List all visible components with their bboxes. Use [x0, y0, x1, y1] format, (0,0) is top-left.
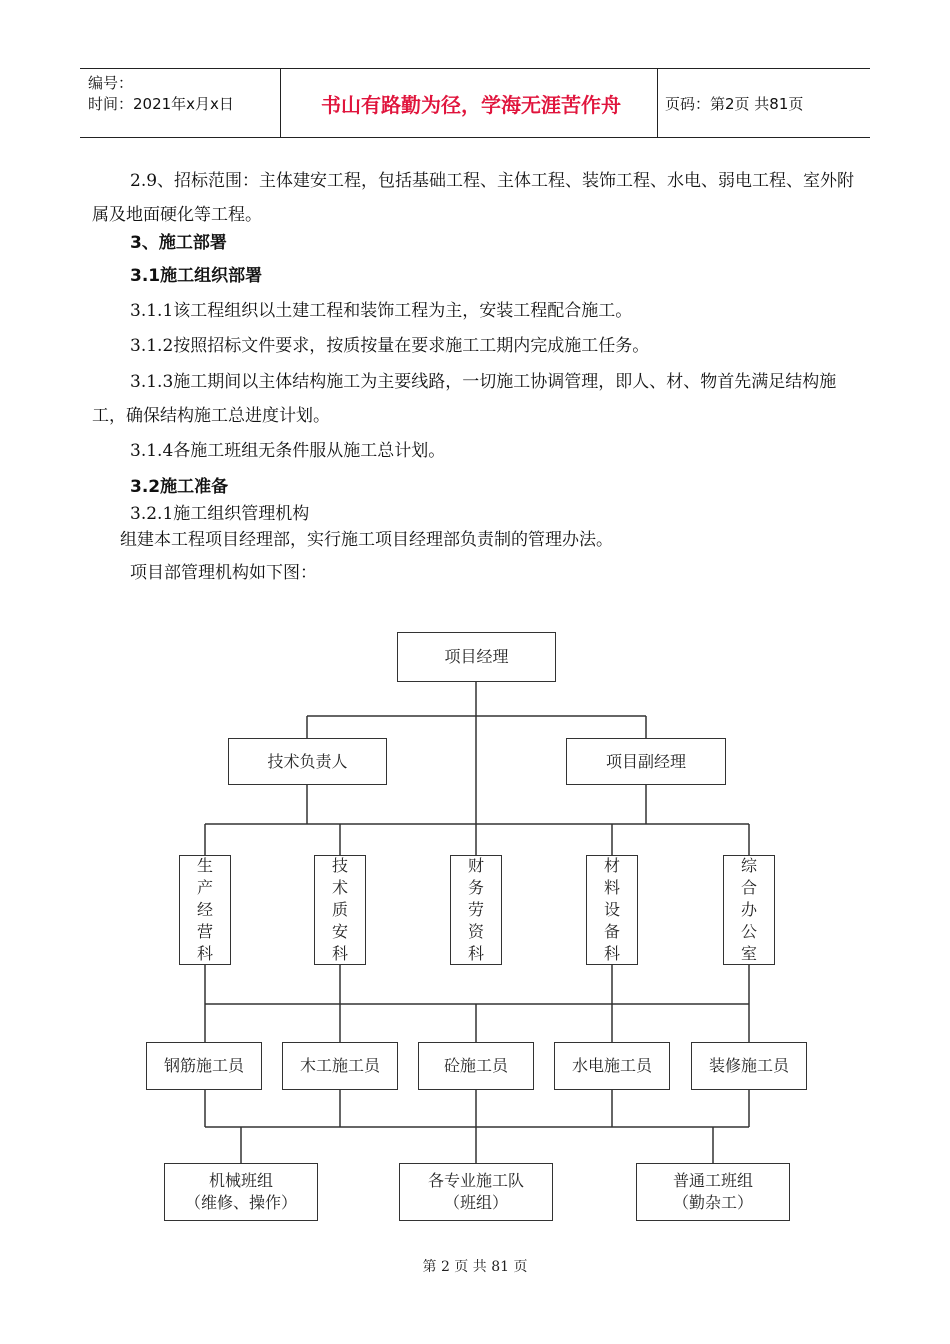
header-motto: 书山有路勤为径，学海无涯苦作舟	[321, 92, 621, 117]
org-char: 备	[603, 922, 620, 941]
org-char: 生	[196, 856, 213, 875]
org-box-worker	[146, 1042, 262, 1090]
org-char: 资	[467, 922, 484, 941]
org-box-department	[586, 855, 638, 965]
page-footer: 第 2 页 共 81 页	[422, 1259, 528, 1275]
paragraph-3-2-1: 3.2.1施工组织管理机构	[130, 504, 310, 524]
org-label: 技术负责人	[267, 751, 348, 771]
org-char: 综	[740, 856, 757, 875]
paragraph-3-1-3: 3.1.3施工期间以主体结构施工为主要线路，一切施工协调管理，即人、材、物首先满足结构施工，确保结构施工总进度计划。	[92, 372, 837, 426]
org-box-worker	[418, 1042, 534, 1090]
heading-3: 3、施工部署	[130, 233, 227, 253]
org-box-project-manager	[397, 632, 556, 682]
org-box-department	[179, 855, 231, 965]
paragraph-3-1-2: 3.1.2按照招标文件要求，按质按量在要求施工工期内完成施工任务。	[130, 336, 650, 356]
org-label: 普通工班组	[672, 1171, 753, 1190]
org-box-department	[723, 855, 775, 965]
org-char: 室	[740, 944, 757, 963]
org-char: 科	[603, 944, 620, 963]
org-box-worker	[282, 1042, 398, 1090]
org-label: （班组）	[443, 1193, 508, 1212]
org-char: 材	[603, 856, 620, 875]
org-char: 设	[603, 900, 620, 919]
paragraph-3-1-1: 3.1.1该工程组织以土建工程和装饰工程为主，安装工程配合施工。	[130, 301, 633, 321]
paragraph-3-2-3: 项目部管理机构如下图：	[130, 563, 317, 583]
org-char: 劳	[467, 900, 484, 919]
paragraph-3-1-4: 3.1.4各施工班组无条件服从施工总计划。	[130, 441, 446, 461]
org-char: 营	[196, 922, 213, 941]
org-label: 机械班组	[208, 1171, 273, 1190]
org-label: 项目副经理	[605, 751, 686, 771]
org-label: 钢筋施工员	[163, 1056, 244, 1075]
header-page-info: 页码：第2页 共81页	[665, 94, 804, 113]
org-label: 各专业施工队	[427, 1171, 524, 1190]
date-label: 时间：2021年x月x日	[88, 95, 234, 113]
org-box-worker	[554, 1042, 670, 1090]
heading-3-1: 3.1施工组织部署	[130, 266, 263, 286]
paragraph-3-2-2: 组建本工程项目经理部，实行施工项目经理部负责制的管理办法。	[120, 530, 613, 550]
org-box-department	[314, 855, 366, 965]
org-label: 装修施工员	[708, 1056, 789, 1075]
org-char: 质	[331, 900, 348, 919]
org-box-deputy-manager	[566, 738, 726, 785]
org-box-team	[399, 1163, 553, 1221]
org-char: 办	[740, 900, 757, 919]
org-char: 科	[196, 944, 213, 963]
org-char: 料	[603, 878, 620, 897]
org-box-team	[164, 1163, 318, 1221]
org-label: 木工施工员	[299, 1056, 380, 1075]
org-char: 产	[196, 878, 213, 897]
org-char: 技	[331, 856, 348, 875]
org-char: 公	[740, 922, 757, 941]
org-char: 财	[467, 856, 484, 875]
org-box-technical-lead	[228, 738, 387, 785]
org-box-worker	[691, 1042, 807, 1090]
org-char: 务	[467, 878, 484, 897]
org-box-department	[450, 855, 502, 965]
serial-label: 编号：	[88, 74, 134, 92]
org-label: （维修、操作）	[184, 1193, 297, 1212]
org-label: （勤杂工）	[672, 1193, 753, 1212]
org-label: 砼施工员	[443, 1056, 508, 1075]
org-char: 合	[740, 878, 757, 897]
org-char: 经	[196, 900, 213, 919]
paragraph-2-9: 2.9、招标范围：主体建安工程，包括基础工程、主体工程、装饰工程、水电、弱电工程、室外附属及地面硬化等工程。	[92, 171, 855, 225]
org-char: 科	[467, 944, 484, 963]
org-box-team	[636, 1163, 790, 1221]
org-label: 水电施工员	[571, 1056, 652, 1075]
org-char: 安	[331, 922, 348, 941]
org-label: 项目经理	[444, 647, 509, 666]
heading-3-2: 3.2施工准备	[130, 477, 229, 497]
org-char: 术	[331, 878, 348, 897]
org-char: 科	[331, 944, 348, 963]
